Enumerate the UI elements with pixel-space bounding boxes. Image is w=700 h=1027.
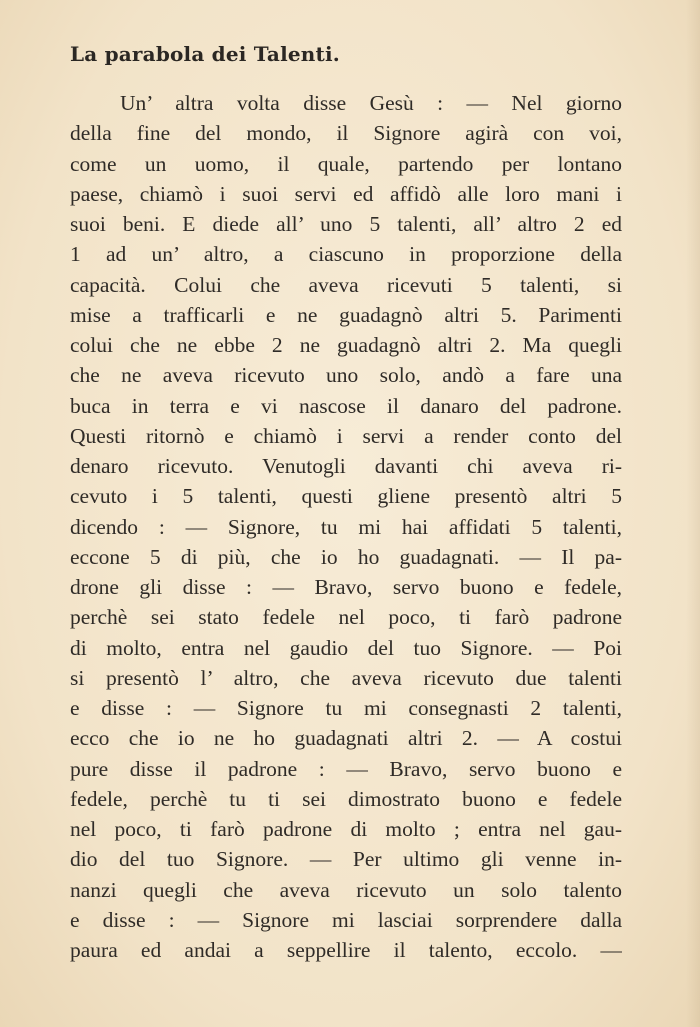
page-edge-shadow [686, 0, 700, 1027]
text-line: nel poco, ti farò padrone di molto ; entra nel gau- [70, 817, 622, 841]
text-line: paura ed andai a seppellire il talento, eccolo. — [70, 938, 622, 962]
text-line: come un uomo, il quale, partendo per lontano [70, 151, 622, 176]
text-line: Questi ritornò e chiamò i servi a render conto del [70, 423, 622, 448]
text-line: drone gli disse : — Bravo, servo buono e fedele, [70, 575, 622, 599]
body-text [70, 88, 622, 965]
text-line: capacità. Colui che aveva ricevuti 5 talenti, si [70, 272, 622, 297]
section-title: La parabola dei Talenti. [70, 42, 340, 66]
text-line: pure disse il padrone : — Bravo, servo buono e [70, 756, 622, 781]
text-line: denaro ricevuto. Venutogli davanti chi aveva ri- [70, 454, 622, 478]
text-line: e disse : — Signore tu mi consegnasti 2 talenti, [70, 696, 622, 720]
text-line: cevuto i 5 talenti, questi gliene presentò altri 5 [70, 484, 622, 509]
text-line: dicendo : — Signore, tu mi hai affidati 5 talenti, [70, 514, 622, 539]
text-line: 1 ad un’ altro, a ciascuno in proporzione della [70, 242, 622, 267]
text-line: suoi beni. E diede all’ uno 5 talenti, all’ altro 2 ed [70, 212, 622, 236]
text-line: e disse : — Signore mi lasciai sorprendere dalla [70, 907, 622, 932]
text-line: buca in terra e vi nascose il danaro del padrone. [70, 393, 622, 418]
text-line: della fine del mondo, il Signore agirà con voi, [70, 121, 622, 146]
text-line: fedele, perchè tu ti sei dimostrato buono e fedele [70, 786, 622, 811]
text-line: dio del tuo Signore. — Per ultimo gli venne in- [70, 847, 622, 872]
text-line: che ne aveva ricevuto uno solo, andò a fare una [70, 363, 622, 388]
text-line: si presentò l’ altro, che aveva ricevuto due talenti [70, 665, 622, 690]
text-line: paese, chiamò i suoi servi ed affidò alle loro mani i [70, 181, 622, 206]
text-line: nanzi quegli che aveva ricevuto un solo talento [70, 877, 622, 902]
text-line: ecco che io ne ho guadagnati altri 2. — A costui [70, 726, 622, 751]
text-line: Un’ altra volta disse Gesù : — Nel giorno [120, 91, 622, 115]
text-line: colui che ne ebbe 2 ne guadagnò altri 2. Ma quegli [70, 333, 622, 357]
text-line: eccone 5 di più, che io ho guadagnati. — Il pa- [70, 544, 622, 569]
text-line: mise a trafficarli e ne guadagnò altri 5. Parimenti [70, 302, 622, 327]
text-line: perchè sei stato fedele nel poco, ti farò padrone [70, 605, 622, 630]
text-line: di molto, entra nel gaudio del tuo Signore. — Poi [70, 635, 622, 660]
